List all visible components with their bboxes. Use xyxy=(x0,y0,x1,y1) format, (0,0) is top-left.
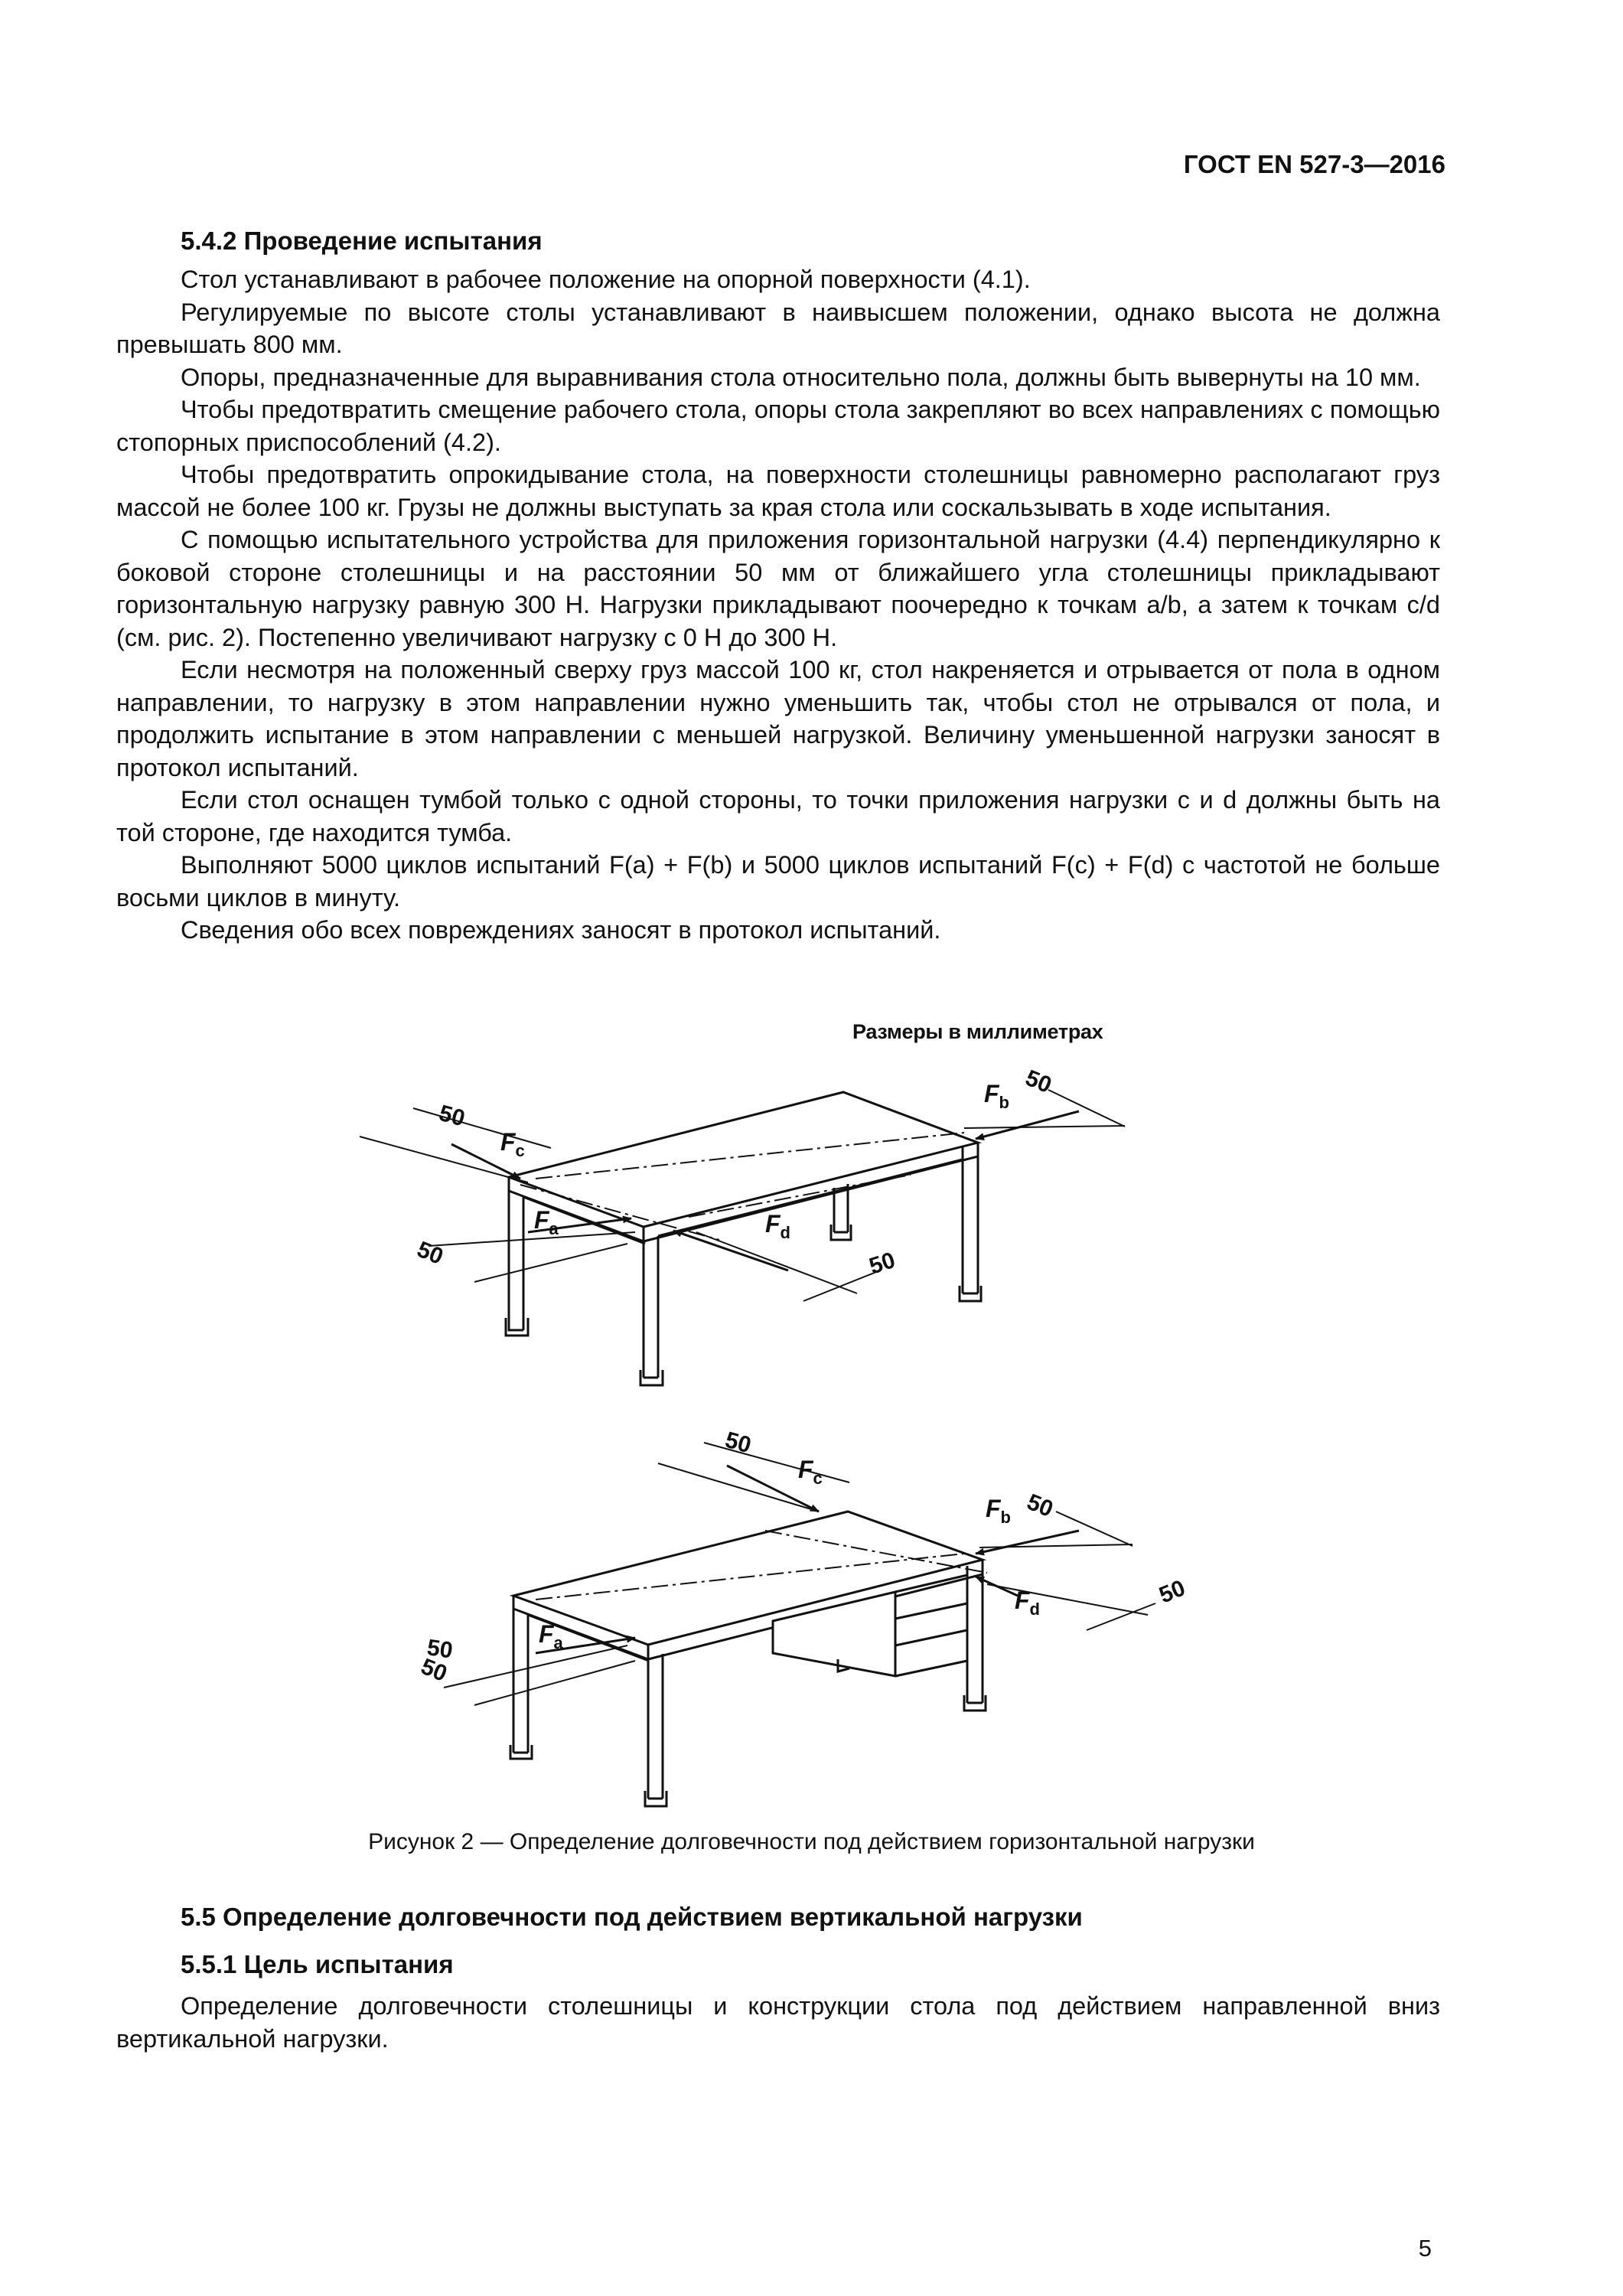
section-title-5-5-1: 5.5.1 Цель испытания xyxy=(181,1950,454,1978)
paragraph: Если стол оснащен тумбой только с одной стороны, то точки приложения нагрузки c и d должны быть на той стороне, где находится тумба. xyxy=(116,786,1440,846)
force-subscript: b xyxy=(1000,1508,1011,1527)
dimension-label: 50 xyxy=(722,1427,754,1459)
figure-caption: Рисунок 2 — Определение долговечности под действием горизонтальной нагрузки xyxy=(368,1829,1255,1854)
force-subscript: d xyxy=(780,1223,790,1242)
force-letter: F xyxy=(534,1206,549,1234)
paragraph: С помощью испытательного устройства для приложения горизонтальной нагрузки (4.4) перпендикулярно к боковой стороне столешницы и на расстоянии 50 мм от ближайшего угла столешницы прикладывают горизонтальную нагрузку равную 300 Н. Нагрузки прикладывают поочередно к точкам a/b, а затем к точкам c/d (см. рис. 2). Постепенно увеличивают нагрузку с 0 Н до 300 Н. xyxy=(116,526,1440,651)
force-subscript: a xyxy=(549,1219,559,1238)
force-subscript: a xyxy=(553,1633,563,1652)
force-letter: F xyxy=(539,1620,554,1648)
force-label-d xyxy=(765,1210,790,1242)
table-leg xyxy=(967,1566,983,1703)
force-arrow-b xyxy=(976,1531,1079,1554)
force-label-b xyxy=(986,1495,1011,1527)
dimension-label: 50 xyxy=(413,1236,447,1270)
force-label-c xyxy=(798,1456,823,1488)
paragraph: Чтобы предотвратить смещение рабочего стола, опоры стола закрепляют во всех направлениях с помощью стопорных приспособлений (4.2). xyxy=(116,396,1440,456)
paragraph: Определение долговечности столешницы и конструкции стола под действием направленной вниз вертикальной нагрузки. xyxy=(116,1992,1440,2053)
dimension-label: 50 xyxy=(865,1247,898,1280)
dimension-label: 50 xyxy=(425,1635,455,1664)
dimension-label: 50 xyxy=(417,1653,451,1687)
force-letter: F xyxy=(798,1456,813,1483)
force-subscript: b xyxy=(999,1093,1009,1112)
table-leg xyxy=(644,1236,658,1378)
force-label-d xyxy=(1015,1587,1040,1619)
table-leg xyxy=(513,1609,528,1753)
paragraph: Регулируемые по высоте столы устанавливают в наивысшем положении, однако высота не должна превышать 800 мм. xyxy=(116,298,1440,358)
table-top-view-1 xyxy=(506,1092,981,1385)
table-leg xyxy=(509,1191,523,1330)
paragraph: Чтобы предотвратить опрокидывание стола, на поверхности столешницы равномерно располагают груз массой не более 100 кг. Грузы не должны выступать за края стола или соскальзывать в ходе испытания. xyxy=(116,461,1440,521)
paragraph: Опоры, предназначенные для выравнивания стола относительно пола, должны быть вывернуты на 10 мм. xyxy=(181,363,1421,391)
table-leg xyxy=(963,1147,978,1293)
force-label-c xyxy=(500,1128,525,1160)
section-title-5-4-2: 5.4.2 Проведение испытания xyxy=(181,227,543,255)
tabletop-2 xyxy=(513,1512,983,1645)
force-letter: F xyxy=(986,1495,1001,1522)
force-letter: F xyxy=(1015,1587,1030,1614)
figure-units-note: Размеры в миллиметрах xyxy=(852,1020,1103,1043)
section-5-5-1-body xyxy=(116,1990,1440,2055)
dimension-label: 50 xyxy=(1155,1575,1189,1609)
table-with-pedestal-view-2 xyxy=(510,1512,986,1806)
section-title-5-5: 5.5 Определение долговечности под действием вертикальной нагрузки xyxy=(181,1903,1083,1931)
dimension-label: 50 xyxy=(436,1100,468,1132)
force-letter: F xyxy=(984,1080,999,1107)
force-letter: F xyxy=(500,1128,516,1156)
dimension-label: 50 xyxy=(1022,1065,1055,1098)
dimension-label: 50 xyxy=(1023,1489,1057,1522)
document-header: ГОСТ EN 527-3—2016 xyxy=(1183,150,1445,178)
page-number: 5 xyxy=(1418,2235,1432,2262)
paragraph: Стол устанавливают в рабочее положение на опорной поверхности (4.1). xyxy=(181,266,1031,293)
force-label-a xyxy=(534,1206,559,1238)
force-subscript: c xyxy=(515,1141,525,1160)
force-label-b xyxy=(984,1080,1009,1112)
paragraph: Сведения обо всех повреждениях заносят в протокол испытаний. xyxy=(181,916,941,944)
paragraph: Выполняют 5000 циклов испытаний F(a) + F(b) и 5000 циклов испытаний F(c) + F(d) с частотой не больше восьми циклов в минуту. xyxy=(116,851,1440,912)
table-leg xyxy=(648,1654,663,1799)
force-arrow-b xyxy=(976,1111,1079,1139)
force-subscript: d xyxy=(1029,1600,1040,1619)
tabletop-1 xyxy=(509,1092,978,1227)
force-letter: F xyxy=(765,1210,781,1238)
paragraph: Если несмотря на положенный сверху груз массой 100 кг, стол накреняется и отрывается от пола в одном направлении, то нагрузку в этом направлении нужно уменьшить так, чтобы стол не отрывался от пола, и продолжить испытание в этом направлении с меньшей нагрузкой. Величину уменьшенной нагрузки заносят в протокол испытаний. xyxy=(116,656,1440,781)
force-subscript: c xyxy=(813,1469,823,1488)
